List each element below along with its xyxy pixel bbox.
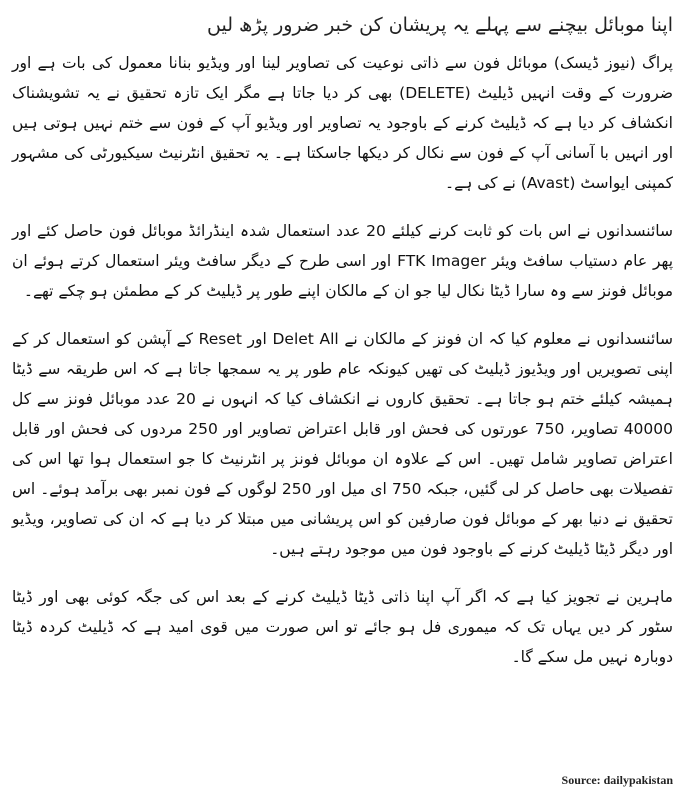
article-paragraph-3: سائنسدانوں نے معلوم کیا کہ ان فونز کے مالکان نے Delet All اور Reset کے آپشن کو استعمال کر کے اپنی تصویریں اور ویڈیوز ڈیلیٹ کی تھیں کیونکہ عام طور پر یہ سمجھا جاتا ہے کہ اس طریقہ سے ڈیٹا ہمیشہ کیلئے ختم ہو جاتا ہے۔ تحقیق کاروں نے انکشاف کیا کہ انہوں نے 20 عدد موبائل فونز سے کل 40000 تصاویر، 750 عورتوں کی فحش اور قابل اعتراض تصاویر اور 250 مردوں کی فحش اور قابل اعتراض تصاویر شامل تھیں۔ اس کے علاوہ ان موبائل فونز پر انٹرنیٹ کا جو استعمال ہوا تھا اس کی تفصیلات بھی حاصل کر لی گئیں، جبکہ 750 ای میل اور 250 لوگوں کے فون نمبر بھی برآمد ہوئے۔ اس تحقیق نے دنیا بھر کے موبائل فون صارفین کو اس پریشانی میں مبتلا کر دیا ہے کہ ان کی تصاویر، ویڈیو اور دیگر ڈیٹا ڈیلیٹ کرنے کے باوجود فون میں موجود رہتے ہیں۔ bbox=[12, 330, 673, 558]
article-paragraph-4: ماہرین نے تجویز کیا ہے کہ اگر آپ اپنا ذاتی ڈیٹا ڈیلیٹ کرنے کے بعد اس کی جگہ کوئی بھی اور ڈیٹا سٹور کر دیں یہاں تک کہ میموری فل ہو جائے تو اس صورت میں قوی امید ہے کہ ڈیلیٹ کردہ ڈیٹا دوبارہ نہیں مل سکے گا۔ bbox=[12, 588, 673, 666]
article-paragraph-2: سائنسدانوں نے اس بات کو ثابت کرنے کیلئے 20 عدد استعمال شدہ اینڈرائڈ موبائل فون حاصل کئے اور پھر عام دستیاب سافٹ ویئر FTK Imager اور اسی طرح کے دیگر سافٹ ویئر استعمال کرتے ہوئے ان موبائل فونز سے وہ سارا ڈیٹا نکال لیا جو ان کے مالکان اپنے طور پر ڈیلیٹ کر کے مطمئن ہو چکے تھے۔ bbox=[12, 222, 674, 300]
article-headline: اپنا موبائل بیچنے سے پہلے یہ پریشان کن خبر ضرور پڑھ لیں bbox=[207, 14, 673, 36]
article-body bbox=[12, 48, 673, 672]
article-paragraph-1: پراگ (نیوز ڈیسک) موبائل فون سے ذاتی نوعیت کی تصاویر لینا اور ویڈیو بنانا معمول کی بات ہے اور ضرورت کے وقت انہیں ڈیلیٹ (DELETE) بھی کر دیا جاتا ہے مگر ایک تازہ تحقیق نے یہ تشویشناک انکشاف کر دیا ہے کہ ڈیلیٹ کرنے کے باوجود یہ تصاویر اور ویڈیو آپ کے فون سے ختم نہیں ہوتی ہیں اور انہیں با آسانی آپ کے فون سے نکال کر دیکھا جاسکتا ہے۔ یہ تحقیق انٹرنیٹ سیکیورٹی کی مشہور کمپنی ایواسٹ (Avast) نے کی ہے۔ bbox=[12, 54, 673, 192]
source-credit: Source: dailypakistan bbox=[561, 773, 673, 787]
